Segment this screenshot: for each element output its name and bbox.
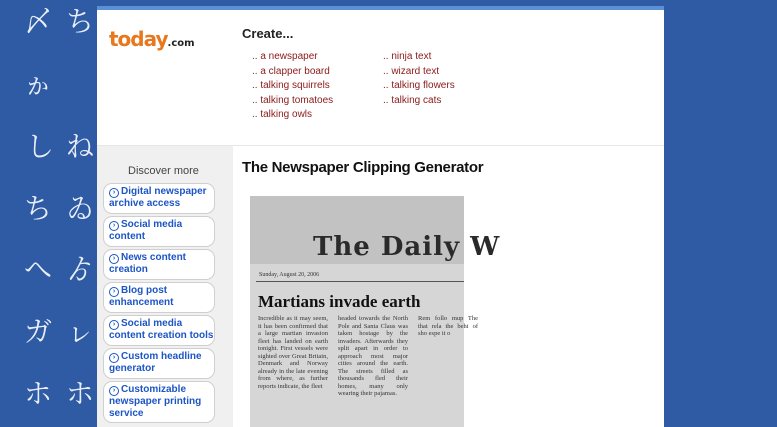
background-glyph: し xyxy=(26,130,55,163)
create-heading: Create... xyxy=(242,26,294,41)
background-glyph: ガ xyxy=(24,315,53,348)
create-link-talking-squirrels[interactable]: .. talking squirrels xyxy=(252,80,330,91)
create-link-talking-flowers[interactable]: .. talking flowers xyxy=(383,80,455,91)
arrow-circle-icon: › xyxy=(109,188,119,198)
create-link-talking-cats[interactable]: .. talking cats xyxy=(383,94,442,106)
create-link-ninja-text[interactable]: .. ninja text xyxy=(383,51,432,62)
clipping-column-2: headed towards the North Pole and Santa Claus was taken hostage by the invaders. Afterwards they split apart in order to approach most major cities around the earth. The streets filled as thousands fled their homes, many only wearing their pajamas. xyxy=(338,315,408,397)
create-link-clapper-board[interactable]: .. a clapper board xyxy=(252,65,330,77)
page-container xyxy=(97,6,664,427)
clipping-masthead: The Daily W xyxy=(313,232,501,262)
arrow-circle-icon: › xyxy=(109,320,119,330)
sidebar-link-news-content-creation[interactable] xyxy=(103,249,215,280)
clipping-date: Sunday, August 20, 2006 xyxy=(259,272,320,278)
sidebar-link-custom-headline-generator[interactable] xyxy=(103,348,215,379)
sidebar-link-label: News content creation xyxy=(109,252,187,275)
background-glyph: 〆 xyxy=(24,5,53,38)
sidebar-link-label: Social media content xyxy=(109,219,183,242)
create-link-talking-owls[interactable]: .. talking owls xyxy=(252,109,313,120)
clipping-column-3: Rem follo mup The that rela the behi of sho espe it o xyxy=(418,315,478,337)
logo-text: today xyxy=(109,27,168,51)
arrow-circle-icon: › xyxy=(109,254,119,264)
logo-domain: .com xyxy=(167,38,195,49)
sidebar-link-social-media-content[interactable] xyxy=(103,216,215,247)
create-link-newspaper[interactable]: .. a newspaper xyxy=(252,51,318,62)
header xyxy=(97,10,664,146)
sidebar-link-blog-post-enhancement[interactable] xyxy=(103,282,215,313)
sidebar-link-label: Customizable newspaper printing service xyxy=(109,384,202,419)
create-link-talking-tomatoes[interactable]: .. talking tomatoes xyxy=(252,94,334,106)
background-glyph: ち xyxy=(24,192,53,225)
arrow-circle-icon: › xyxy=(109,353,119,363)
background-glyph: ゟ xyxy=(66,253,95,286)
arrow-circle-icon: › xyxy=(109,386,119,396)
page-title: The Newspaper Clipping Generator xyxy=(242,159,484,176)
background-pattern xyxy=(0,0,100,423)
sidebar-link-label: Digital newspaper archive access xyxy=(109,186,207,209)
newspaper-clipping-image xyxy=(250,196,501,427)
background-glyph: ち xyxy=(66,5,95,38)
create-link-wizard-text[interactable]: .. wizard text xyxy=(383,65,440,77)
clipping-divider xyxy=(256,281,464,282)
background-glyph: ゕ xyxy=(24,67,53,100)
sidebar-link-label: Blog post enhancement xyxy=(109,285,174,308)
sidebar-title: Discover more xyxy=(128,165,199,177)
background-glyph: ゐ xyxy=(66,192,95,225)
background-glyph: ホ xyxy=(66,377,95,410)
sidebar xyxy=(97,146,233,427)
sidebar-link-social-media-tools[interactable] xyxy=(103,315,215,346)
background-glyph: ㇾ xyxy=(66,315,95,348)
create-links-column-1 xyxy=(252,50,333,123)
clipping-column-1: Incredible as it may seem, it has been confirmed that a large martian invasion fleet has landed on earth tonight. First vessels were sighted over Great Britain, Denmark and Norway already in the late evening from where, as further reports indicate, the fleet xyxy=(258,315,328,390)
background-glyph: ね xyxy=(66,130,95,163)
sidebar-link-newspaper-printing-service[interactable] xyxy=(103,381,215,423)
sidebar-link-label: Custom headline generator xyxy=(109,351,202,374)
sidebar-link-label: Social media content creation tools xyxy=(109,318,214,341)
arrow-circle-icon: › xyxy=(109,287,119,297)
sidebar-link-digital-newspaper-archive[interactable] xyxy=(103,183,215,214)
site-logo[interactable] xyxy=(109,27,195,55)
create-links-column-2 xyxy=(383,50,455,108)
background-glyph: へ xyxy=(24,253,53,286)
clipping-headline: Martians invade earth xyxy=(258,292,421,311)
arrow-circle-icon: › xyxy=(109,221,119,231)
background-glyph: ホ xyxy=(24,377,53,410)
